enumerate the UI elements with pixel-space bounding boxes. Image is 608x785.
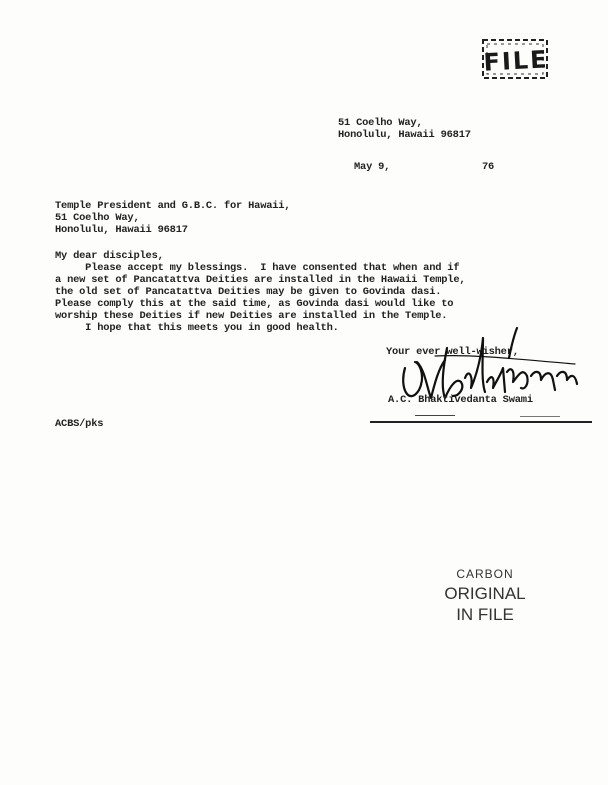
signature-rule [370,421,592,423]
letter-year: 76 [482,161,495,173]
file-stamp-text: FILE [482,45,550,77]
letter-date: May 9, [354,161,391,173]
signature-underline-faint [520,416,560,417]
body-line-5: worship these Deities if new Deities are installed in the Temple. [55,310,448,322]
carbon-stamp-line3: IN FILE [456,605,514,624]
sender-address-line2: Honolulu, Hawaii 96817 [338,129,471,141]
sender-address-line1: 51 Coelho Way, [338,117,423,129]
closing: Your ever well-wisher, [386,346,519,358]
body-line-6: I hope that this meets you in good health. [55,322,339,334]
body-line-1: Please accept my blessings. I have consented that when and if [55,262,460,274]
body-line-3: the old set of Pancatattva Deities may be given to Govinda dasi. [55,286,442,298]
body-line-2: a new set of Pancatattva Deities are installed in the Hawaii Temple, [55,274,466,286]
body-line-4: Please comply this at the said time, as Govinda dasi would like to [55,298,454,310]
file-stamp [481,36,551,82]
typist-initials: ACBS/pks [55,418,104,430]
recipient-line2: 51 Coelho Way, [55,212,140,224]
recipient-line3: Honolulu, Hawaii 96817 [55,224,188,236]
recipient-line1: Temple President and G.B.C. for Hawaii, [55,200,291,212]
salutation: My dear disciples, [55,250,164,262]
signature-underline-short [415,415,455,416]
carbon-stamp-line2: ORIGINAL [444,584,526,603]
carbon-stamp-line1: CARBON [456,567,514,581]
typed-name: A.C. Bhaktivedanta Swami [388,394,533,406]
